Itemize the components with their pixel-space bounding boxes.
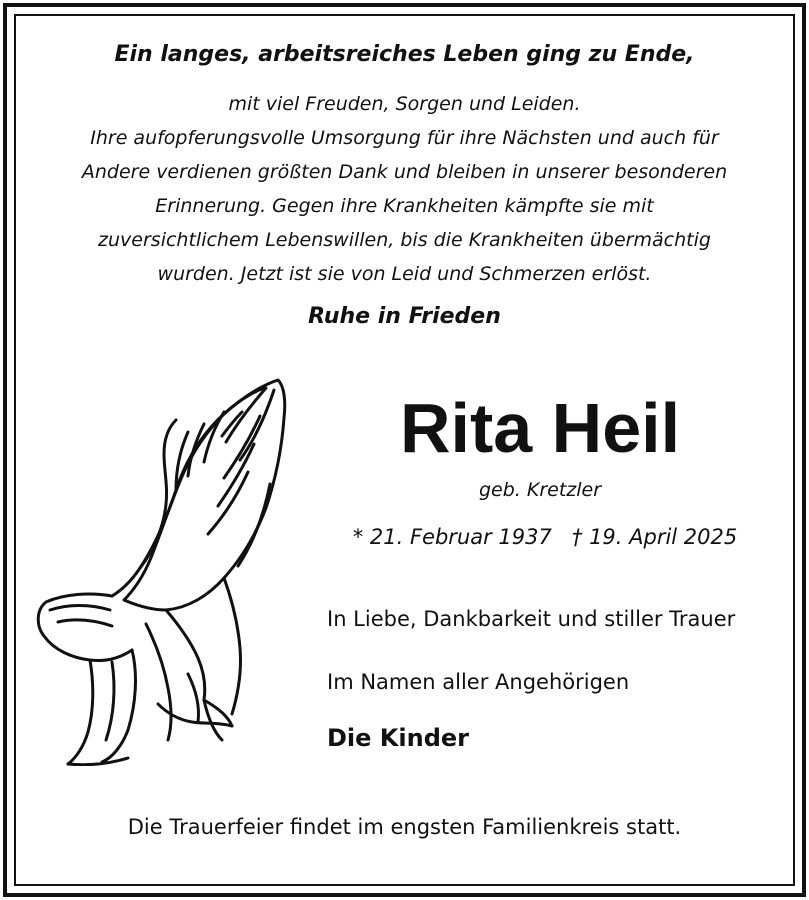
- tribute-line: wurden. Jetzt ist sie von Leid und Schmerzen erlöst.: [157, 263, 652, 285]
- death-date: † 19. April 2025: [571, 525, 738, 549]
- birth-name: geb. Kretzler: [478, 479, 602, 501]
- tribute-line: mit viel Freuden, Sorgen und Leiden.: [228, 93, 581, 115]
- signature: Die Kinder: [327, 724, 469, 752]
- headline: Ein langes, arbeitsreiches Leben ging zu Ende,: [114, 42, 695, 67]
- life-dates: [330, 525, 760, 549]
- birth-date: * 21. Februar 1937: [352, 525, 552, 549]
- tribute-line: Ihre aufopferungsvolle Umsorgung für ihre Nächsten und auch für: [90, 127, 719, 149]
- tribute-paragraph: [0, 87, 809, 291]
- tribute-line: Erinnerung. Gegen ihre Krankheiten kämpfte sie mit: [155, 195, 654, 217]
- tribute-line: Andere verdienen größten Dank und bleiben in unserer besonderen: [81, 161, 728, 183]
- praying-hands-icon: [28, 374, 290, 766]
- deceased-name: Rita Heil: [399, 389, 681, 467]
- family-line: Im Namen aller Angehörigen: [327, 670, 630, 694]
- tribute-line: zuversichtlichem Lebenswillen, bis die Krankheiten übermächtig: [98, 229, 711, 251]
- funeral-info: Die Trauerfeier findet im engsten Familienkreis statt.: [127, 815, 682, 839]
- mourning-line: In Liebe, Dankbarkeit und stiller Trauer: [327, 607, 736, 631]
- rest-in-peace: Ruhe in Frieden: [308, 304, 501, 329]
